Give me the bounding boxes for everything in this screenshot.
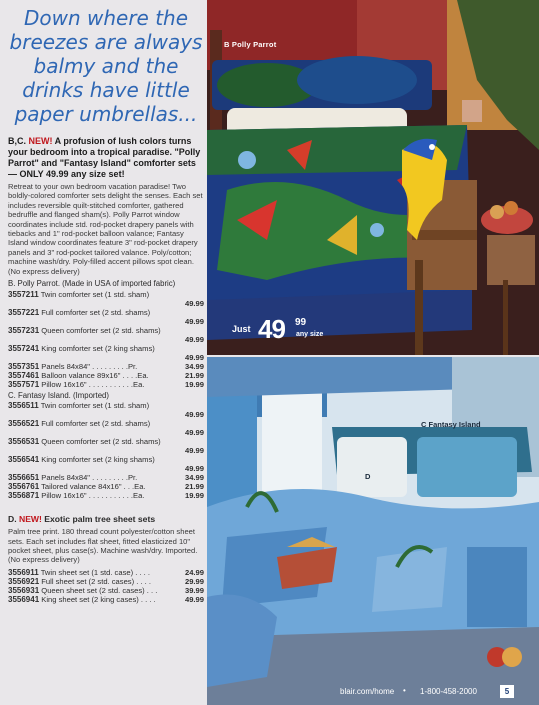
- phone-number: 1-800-458-2000: [420, 687, 477, 696]
- item-price: 29.99: [184, 576, 204, 586]
- item-number: 3557241: [8, 343, 40, 353]
- item-number: 3556651: [8, 473, 40, 483]
- item-number: 3556541: [8, 455, 40, 465]
- item-price: 49.99: [184, 410, 204, 420]
- product-line-item: [8, 326, 204, 344]
- product-line-item: [8, 455, 204, 473]
- item-description: Full sheet set (2 std. cases) . . . .: [41, 576, 152, 586]
- product-line-item: [8, 380, 204, 389]
- product-description: Retreat to your own bedroom vacation paradise! Two boldly-colored comforter sets delight the senses. Each set includes reversible quilt-stitched comforter, gathered bedruffle and flanged sham(s). Polly Parrot window coordinates include std. rod-pocket drapery panels with tiebacks and 1" rod-pocket balloon valance; Fantasy Island window coordinates feature 3" rod-pocket drapery panels and 3" rod-pocket tailored valance. Poly/cotton; machine wash/dry. Poly-filled accent pillows spot clean. (No express delivery): [8, 182, 203, 276]
- photo-label-b: B Polly Parrot: [224, 40, 277, 49]
- sheet-sets-heading: [8, 514, 204, 525]
- fantasy-island-photo: [207, 357, 539, 705]
- item-description: Pillow 16x16" . . . . . . . . . . .Ea.: [41, 379, 145, 389]
- product-line-item: [8, 577, 204, 586]
- item-description: Twin sheet set (1 std. case) . . . .: [40, 567, 150, 577]
- item-description: Twin comforter set (1 std. sham): [40, 289, 150, 299]
- headline: [8, 6, 204, 126]
- product-line-item: [8, 344, 204, 362]
- headline-line: Down where the: [23, 6, 189, 30]
- item-description: Tailored valance 84x16" . . .Ea.: [41, 482, 146, 492]
- item-price: 24.99: [184, 567, 204, 577]
- item-description: King comforter set (2 king shams): [41, 455, 155, 465]
- item-number: 3556871: [8, 491, 40, 501]
- item-number: 3556941: [8, 594, 40, 604]
- item-description: Full comforter set (2 std. shams): [41, 307, 151, 317]
- product-line-item: [8, 437, 204, 455]
- page-footer: [340, 685, 530, 699]
- intro-prefix: B,C.: [8, 136, 26, 146]
- sheets-prefix: D.: [8, 514, 17, 525]
- product-line-item: [8, 371, 204, 380]
- price-callout-dollars: 49: [258, 314, 285, 344]
- page-number: 5: [500, 685, 514, 698]
- new-badge: NEW!: [18, 514, 42, 525]
- intro-paragraph: [8, 136, 204, 180]
- photo-label-c: C Fantasy Island: [421, 420, 481, 429]
- item-price: 49.99: [184, 298, 204, 308]
- product-line-item: [8, 308, 204, 326]
- item-price: 49.99: [184, 594, 204, 604]
- item-description: Twin comforter set (1 std. sham): [40, 401, 150, 411]
- polly-parrot-bedroom-image: [207, 0, 539, 355]
- product-copy-column: [8, 6, 204, 604]
- item-number: 3556511: [8, 401, 39, 411]
- section-fantasy-island: C. Fantasy Island. (Imported): [8, 390, 109, 400]
- website-url[interactable]: blair.com/home: [340, 687, 395, 696]
- item-price: 34.99: [184, 473, 204, 483]
- item-description: King comforter set (2 king shams): [41, 343, 155, 353]
- fantasy-island-bedroom-image: [207, 357, 539, 705]
- product-line-item: [8, 595, 204, 604]
- headline-line: drinks have little: [22, 78, 190, 102]
- product-line-item: [8, 362, 204, 371]
- item-description: Queen comforter set (2 std. shams): [41, 437, 161, 447]
- item-price: 21.99: [184, 370, 204, 380]
- item-description: King sheet set (2 king cases) . . . .: [41, 594, 156, 604]
- product-line-item: [8, 491, 204, 500]
- product-line-item: [8, 586, 204, 595]
- item-description: Pillow 16x16" . . . . . . . . . . .Ea.: [41, 491, 145, 501]
- product-line-item: [8, 401, 204, 419]
- sheets-title: Exotic palm tree sheet sets: [41, 514, 156, 525]
- item-number: 3557461: [8, 370, 40, 380]
- photo-label-d: D: [365, 472, 371, 481]
- item-description: Panels 84x84" . . . . . . . . .Pr.: [41, 361, 138, 371]
- item-description: Queen sheet set (2 std. cases) . . .: [41, 585, 158, 595]
- item-price: 49.99: [184, 428, 204, 438]
- new-badge: NEW!: [28, 136, 53, 146]
- item-number: 3557211: [8, 289, 39, 299]
- item-price: 49.99: [184, 334, 204, 344]
- item-price: 49.99: [184, 464, 204, 474]
- item-number: 3557351: [8, 361, 40, 371]
- product-line-item: [8, 290, 204, 308]
- product-line-item: [8, 473, 204, 482]
- item-number: 3557221: [8, 307, 40, 317]
- polly-parrot-items: [8, 290, 204, 389]
- item-number: 3556911: [8, 567, 39, 577]
- intro-text: A profusion of lush colors turns your bedroom into a tropical paradise. "Polly Parrot" and "Fantasy Island" comforter sets — ONLY 49.99 any size set!: [8, 136, 201, 179]
- item-price: 34.99: [184, 361, 204, 371]
- item-number: 3556521: [8, 419, 40, 429]
- item-description: Panels 84x84" . . . . . . . . .Pr.: [41, 473, 138, 483]
- item-description: Queen comforter set (2 std. shams): [41, 325, 161, 335]
- item-number: 3556761: [8, 482, 40, 492]
- price-callout-cents: 99: [295, 317, 307, 328]
- item-price: 21.99: [184, 482, 204, 492]
- item-price: 19.99: [184, 491, 204, 501]
- sheet-set-items: [8, 568, 204, 604]
- item-description: Full comforter set (2 std. shams): [41, 419, 151, 429]
- product-line-item: [8, 568, 204, 577]
- product-line-item: [8, 419, 204, 437]
- footer-separator: •: [403, 686, 406, 695]
- item-number: 3557231: [8, 325, 40, 335]
- section-polly-parrot: B. Polly Parrot. (Made in USA of imported fabric): [8, 279, 176, 289]
- fantasy-island-items: [8, 401, 204, 500]
- headline-line: balmy and the: [33, 54, 179, 78]
- item-price: 49.99: [184, 352, 204, 362]
- item-number: 3557571: [8, 379, 40, 389]
- item-price: 19.99: [184, 379, 204, 389]
- headline-line: paper umbrellas...: [14, 102, 198, 126]
- item-price: 49.99: [184, 316, 204, 326]
- item-price: 49.99: [184, 446, 204, 456]
- sheet-sets-description: Palm tree print. 180 thread count polyester/cotton sheet sets. Each set includes flat sheet, fitted elasticized 10" pocket sheet, plus case(s). Machine wash/dry. Imported. (No express delivery): [8, 527, 198, 565]
- product-line-item: [8, 482, 204, 491]
- polly-parrot-photo: [207, 0, 539, 355]
- item-number: 3556921: [8, 576, 40, 586]
- price-callout-any-size: any size: [296, 331, 324, 338]
- price-callout-just: Just: [232, 324, 251, 334]
- headline-line: breezes are always: [9, 30, 203, 54]
- item-number: 3556531: [8, 437, 40, 447]
- item-number: 3556931: [8, 585, 40, 595]
- item-description: Balloon valance 89x16" . . . .Ea.: [41, 370, 149, 380]
- item-price: 39.99: [184, 585, 204, 595]
